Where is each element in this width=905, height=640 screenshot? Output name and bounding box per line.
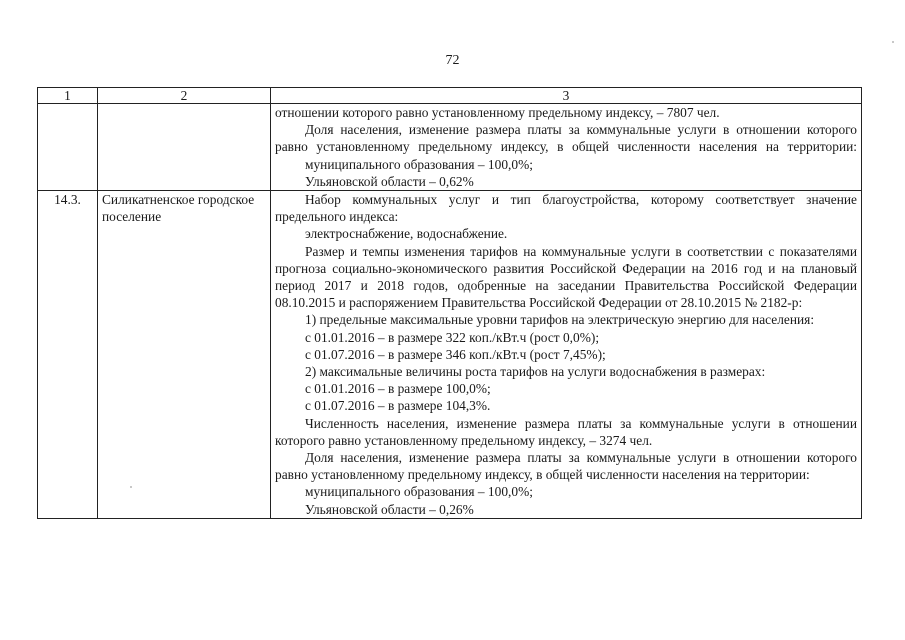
page-number: 72 <box>445 53 460 68</box>
paragraph: Ульяновской области – 0,26% <box>305 501 474 517</box>
paragraph: с 01.07.2016 – в размере 346 коп./кВт.ч (рост 7,45%); <box>305 346 606 362</box>
tariff-table <box>37 87 862 519</box>
paragraph: с 01.07.2016 – в размере 104,3%. <box>305 398 491 414</box>
paragraph: Размер и темпы изменения тарифов на коммунальные услуги в соответствии с показателями прогноза социально-экономического развития Российской Федерации на 2016 год и на плановый период 2017 и 2018 годов, одобренные на заседании Правительства Российской Федерации 08.10.2015 и распоряжением Правительства Российской Федерации от 28.10.2015 № 2182-р: <box>275 243 857 311</box>
header-col-text: 3 <box>271 88 862 104</box>
paragraph: 2) максимальные величины роста тарифов на услуги водоснабжения в размерах: <box>305 364 766 380</box>
paragraph: Доля населения, изменение размера платы за коммунальные услуги в отношении которого равно установленному предельному индексу, в общей численности населения на территории: <box>275 122 857 155</box>
paragraph: Ульяновской области – 0,62% <box>305 173 474 189</box>
scan-speck <box>130 486 132 488</box>
paragraph: муниципального образования – 100,0%; <box>305 484 533 500</box>
row-number: 14.3. <box>38 191 98 519</box>
table-row-continued <box>38 104 862 191</box>
paragraph: с 01.01.2016 – в размере 322 коп./кВт.ч (рост 0,0%); <box>305 329 600 345</box>
table-row-14-3 <box>38 191 862 519</box>
table-header-row <box>38 88 862 104</box>
continued-name-cell <box>98 104 271 191</box>
paragraph: отношении которого равно установленному предельному индексу, – 7807 чел. <box>275 105 720 120</box>
continued-number-cell <box>38 104 98 191</box>
scan-speck <box>892 41 894 43</box>
paragraph: муниципального образования – 100,0%; <box>305 156 533 172</box>
header-col-number: 1 <box>38 88 98 104</box>
continued-text-cell <box>271 104 862 191</box>
paragraph: Набор коммунальных услуг и тип благоустройства, которому соответствует значение предельного индекса: <box>275 192 857 225</box>
settlement-name: Силикатненское городское поселение <box>98 191 271 519</box>
paragraph: с 01.01.2016 – в размере 100,0%; <box>305 381 491 397</box>
header-col-name: 2 <box>98 88 271 104</box>
paragraph: Доля населения, изменение размера платы за коммунальные услуги в отношении которого равно установленному предельному индексу, в общей численности населения на территории: <box>275 450 857 483</box>
paragraph: электроснабжение, водоснабжение. <box>305 226 508 242</box>
paragraph: 1) предельные максимальные уровни тарифов на электрическую энергию для населения: <box>305 312 815 328</box>
description-cell <box>271 191 862 519</box>
paragraph: Численность населения, изменение размера платы за коммунальные услуги в отношении которого равно установленному предельному индексу, – 3274 чел. <box>275 415 857 448</box>
